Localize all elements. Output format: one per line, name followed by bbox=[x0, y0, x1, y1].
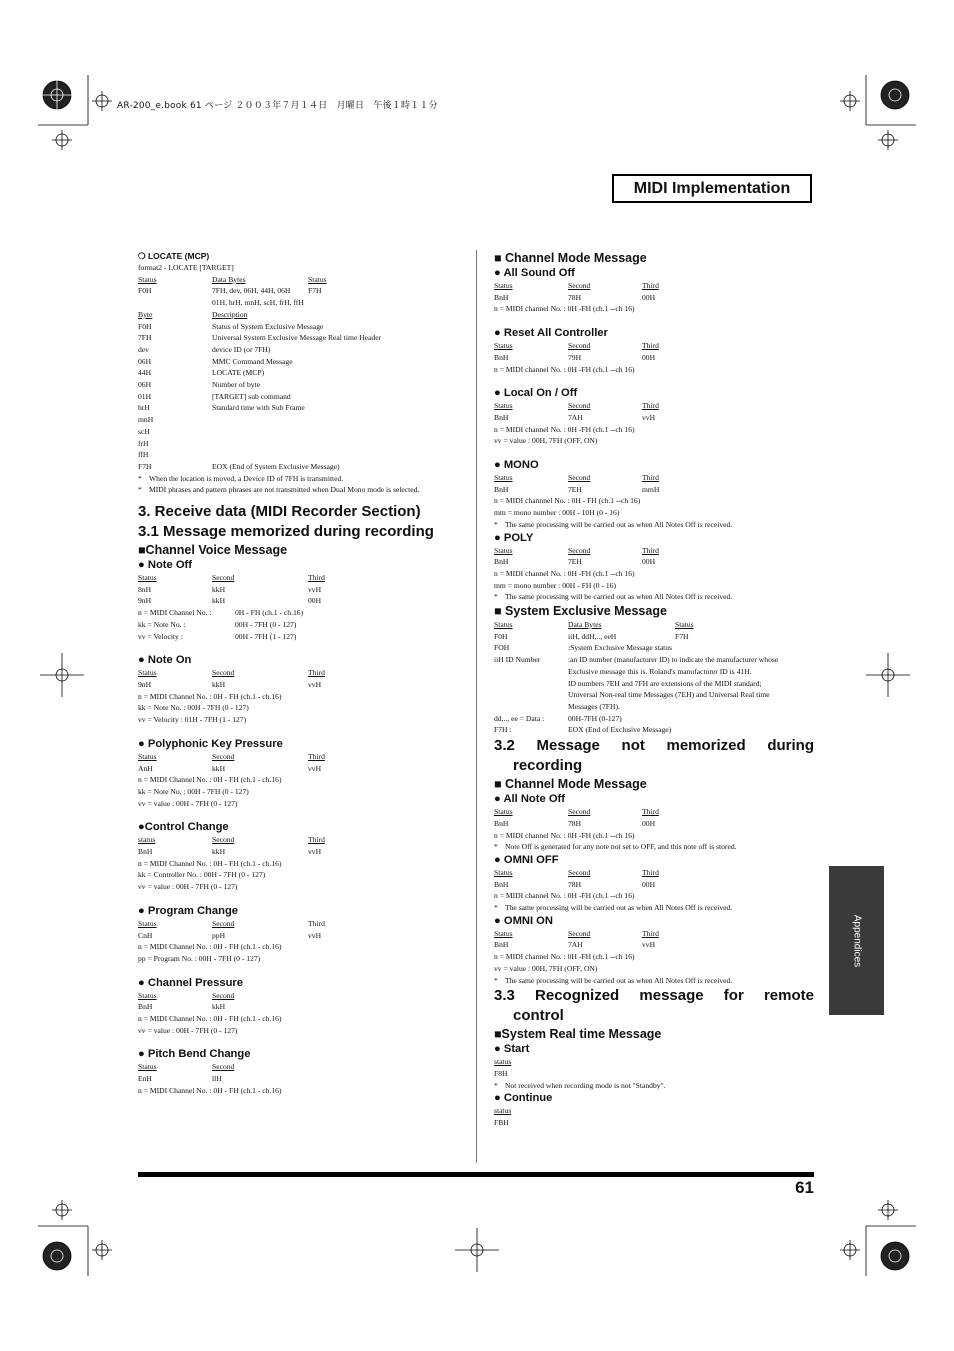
start-status-label: status bbox=[494, 1057, 512, 1067]
message-line: vv = value : 00H, 7FH (OFF, ON) bbox=[494, 436, 598, 446]
sysex-header-row: Status Data Bytes Status bbox=[494, 620, 694, 630]
message-heading: ● Pitch Bend Change bbox=[138, 1048, 251, 1061]
block-note-on bbox=[138, 653, 458, 726]
message-line: vv = Velocity : 01H - 7FH (1 - 127) bbox=[138, 715, 247, 725]
message-header-row: Status Second Third bbox=[138, 918, 325, 928]
right-column bbox=[494, 250, 814, 1129]
message-row: 8nH kkH vvH bbox=[138, 584, 322, 594]
sysex-def-row: ID numbers 7EH and 7FH are extensions of the MIDI standard; bbox=[568, 678, 762, 688]
message-line: n = MIDI channel No. : 0H -FH (ch.1 --ch 16) bbox=[494, 304, 635, 314]
page-title: MIDI Implementation bbox=[612, 174, 812, 203]
message-note: * The same processing will be carried out as when All Notes Off is received. bbox=[494, 903, 733, 913]
message-heading: ● Channel Pressure bbox=[138, 976, 243, 989]
message-row: BnH 7AH vvH bbox=[494, 940, 656, 950]
message-note: * The same processing will be carried out as when All Notes Off is received. bbox=[494, 519, 733, 529]
locate-byte-list bbox=[138, 321, 458, 473]
message-header-row: Status Second bbox=[138, 990, 235, 1000]
message-heading: ● Polyphonic Key Pressure bbox=[138, 737, 283, 750]
locate-byte-row: 44H LOCATE (MCP) bbox=[138, 368, 265, 378]
message-line: n = MIDI Channel No. : 0H - FH (ch.1 - ch.16) bbox=[138, 775, 282, 785]
message-row: CnH ppH vvH bbox=[138, 930, 322, 940]
block-reset-all-controller bbox=[494, 326, 814, 375]
message-row: BnH 79H 00H bbox=[494, 352, 656, 362]
message-line: n = MIDI channel No. : 0H -FH (ch.1 --ch 16) bbox=[494, 364, 635, 374]
channel-voice-heading: ■Channel Voice Message bbox=[138, 543, 288, 558]
message-line: vv = value : 00H - 7FH (0 - 127) bbox=[138, 882, 238, 892]
continue-status-value: FBH bbox=[494, 1118, 509, 1128]
message-heading: ● Note On bbox=[138, 654, 192, 667]
locate-heading: ❍ LOCATE (MCP) bbox=[138, 251, 210, 261]
message-header-row: Status Second Third bbox=[494, 281, 659, 290]
message-heading: ● OMNI ON bbox=[494, 914, 553, 927]
sysex-definitions bbox=[494, 642, 814, 736]
message-header-row: Status Second Third bbox=[494, 807, 659, 817]
block-omni-off bbox=[494, 853, 814, 914]
message-row: BnH 78H 00H bbox=[494, 879, 656, 889]
message-header-row: Status Second Third bbox=[494, 928, 659, 938]
message-row: BnH kkH vvH bbox=[138, 847, 322, 857]
sysex-def-row: Exclusive message this is. Roland's manufacturer ID is 41H. bbox=[568, 666, 752, 676]
start-status-value: F8H bbox=[494, 1068, 508, 1078]
column-divider bbox=[476, 250, 477, 1163]
locate-desc-header: Byte Description bbox=[138, 309, 248, 319]
message-line: n = MIDI Channel No. : 0H - FH (ch.1 - ch.16) bbox=[138, 1014, 282, 1024]
locate-byte-row: 06H MMC Command Message bbox=[138, 356, 293, 366]
channel-mode-heading-2: ■ Channel Mode Message bbox=[494, 777, 647, 792]
appendices-tab: Appendices bbox=[829, 866, 884, 1015]
message-line: mm = mono number : 00H - FH (0 - 16) bbox=[494, 580, 616, 590]
locate-note-1: * When the location is moved, a Device ID of 7FH is transmitted. bbox=[138, 473, 344, 483]
block-all-note-off bbox=[494, 792, 814, 853]
locate-format: format2 - LOCATE [TARGET] bbox=[138, 263, 234, 272]
message-header-row: Status Second Third bbox=[494, 341, 659, 351]
message-line: n = MIDI channel No. : 0H -FH (ch.1 --ch 16) bbox=[494, 952, 635, 962]
locate-byte-row: scH bbox=[138, 426, 150, 436]
locate-row: F0H 7FH, dev, 06H, 44H, 06H F7H bbox=[138, 286, 322, 296]
locate-header-row: Status Data Bytes Status bbox=[138, 274, 327, 284]
channel-mode-heading: ■ Channel Mode Message bbox=[494, 251, 647, 265]
section-3-2-title-cont: recording bbox=[513, 757, 583, 775]
message-note: * Note Off is generated for any note not set to OFF, and this note off is stored. bbox=[494, 842, 737, 852]
locate-byte-row: ffH bbox=[138, 450, 149, 460]
message-line: mm = mono number : 00H - 10H (0 - 16) bbox=[494, 508, 620, 518]
start-heading: ● Start bbox=[494, 1043, 530, 1056]
message-heading: ● All Sound Off bbox=[494, 267, 575, 279]
page-number: 61 bbox=[795, 1178, 814, 1197]
locate-byte-row: F7H EOX (End of System Exclusive Message) bbox=[138, 461, 340, 471]
message-line: n = MIDI Channel No. : 0H - FH (ch.1 - ch.16) bbox=[138, 691, 282, 701]
sysex-row: F0H iiH, ddH,.., eeH F7H bbox=[494, 631, 689, 641]
locate-row-2: 01H, hrH, mnH, scH, frH, ffH bbox=[212, 298, 304, 308]
system-realtime-heading: ■System Real time Message bbox=[494, 1027, 662, 1042]
message-heading: ● Note Off bbox=[138, 559, 192, 572]
sysex-def-row: Universal Non-real time Messages (7EH) and Universal Real time bbox=[568, 690, 770, 700]
locate-byte-row: mnH bbox=[138, 415, 154, 425]
message-row: BnH 7EH mmH bbox=[494, 484, 660, 494]
message-line: kk = Note No. : 00H - 7FH (0 - 127) bbox=[138, 786, 249, 796]
sysex-def-row: iiH ID Number :an ID number (manufacturer ID) to indicate the manufacturer whose bbox=[494, 655, 779, 665]
block-poly bbox=[494, 531, 814, 604]
message-line: kk = Note No. : 00H - 7FH (0 - 127) bbox=[138, 703, 249, 713]
block-local-on-off bbox=[494, 386, 814, 447]
message-line: n = MIDI Channel No. : 0H - FH (ch.1 - ch.16) bbox=[138, 942, 282, 952]
locate-byte-row: 06H Number of byte bbox=[138, 380, 261, 390]
sysex-def-row: F7H : EOX (End of Exclusive Message) bbox=[494, 725, 672, 735]
message-heading: ● Local On / Off bbox=[494, 387, 578, 400]
message-line: vv = value : 00H - 7FH (0 - 127) bbox=[138, 1025, 238, 1035]
message-header-row: Status Second Third bbox=[494, 867, 659, 877]
message-heading: ● MONO bbox=[494, 459, 539, 472]
message-row: BnH 7EH 00H bbox=[494, 557, 656, 567]
locate-note-2: * MIDI phrases and pattern phrases are not transmitted when Dual Mono mode is selected. bbox=[138, 485, 420, 495]
message-line: vv = value : 00H, 7FH (OFF, ON) bbox=[494, 963, 598, 973]
message-line: n = MIDI channnel No. : 0H - FH (ch.1 --ch 16) bbox=[494, 496, 641, 506]
block-pitch-bend bbox=[138, 1047, 458, 1096]
message-header-row: Status Second Third bbox=[138, 751, 325, 761]
locate-byte-row: 01H [TARGET] sub command bbox=[138, 391, 291, 401]
continue-heading: ● Continue bbox=[494, 1092, 553, 1105]
message-line: n = MIDI Channel No. : 0H - FH (ch.1 - ch.16) bbox=[138, 858, 282, 868]
message-heading: ●Control Change bbox=[138, 821, 229, 834]
block-all-sound-off bbox=[494, 266, 814, 315]
message-header-row: Status Second Third bbox=[138, 573, 325, 583]
section-3-2-title: 3.2 Message not memorized during bbox=[494, 737, 814, 755]
locate-byte-row: frH bbox=[138, 438, 149, 448]
message-row: BnH 78H 00H bbox=[494, 292, 656, 302]
left-column bbox=[138, 250, 458, 1097]
message-header-row: Status Second Third bbox=[138, 668, 325, 678]
locate-byte-row: hrH Standard time with Sub Frame bbox=[138, 403, 305, 413]
start-note: * Not received when recording mode is not "Standby". bbox=[494, 1080, 666, 1090]
sysex-heading: ■ System Exclusive Message bbox=[494, 604, 667, 619]
block-control-change bbox=[138, 820, 458, 893]
message-line: n = MIDI Channel No. : 0H - FH (ch.1 - ch.16) bbox=[138, 608, 304, 618]
sysex-def-row: Messages (7FH). bbox=[568, 701, 620, 711]
message-line: kk = Note No. : 00H - 7FH (0 - 127) bbox=[138, 619, 297, 629]
continue-status-label: status bbox=[494, 1106, 512, 1116]
message-line: vv = value : 00H - 7FH (0 - 127) bbox=[138, 798, 238, 808]
message-row: BnH 7AH vvH bbox=[494, 412, 656, 422]
block-channel-pressure bbox=[138, 976, 458, 1037]
message-row: BnH kkH bbox=[138, 1002, 226, 1012]
message-note: * The same processing will be carried out as when All Notes Off is received. bbox=[494, 975, 733, 985]
section-3-1-title: 3.1 Message memorized during recording bbox=[138, 523, 434, 541]
message-header-row: Status Second Third bbox=[494, 473, 659, 483]
message-line: n = MIDI Channel No. : 0H - FH (ch.1 - ch.16) bbox=[138, 1085, 282, 1095]
file-header: AR-200_e.book 61 ページ ２００３年７月１４日 月曜日 午後１時１１分 bbox=[117, 101, 438, 111]
footer-rule bbox=[138, 1172, 814, 1177]
message-row: 9nH kkH 00H bbox=[138, 596, 322, 606]
message-row: EnH llH bbox=[138, 1074, 222, 1084]
message-line: n = MIDI channel No. : 0H -FH (ch.1 --ch 16) bbox=[494, 424, 635, 434]
message-row: BnH 78H 00H bbox=[494, 818, 656, 828]
message-heading: ● OMNI OFF bbox=[494, 853, 559, 866]
block-program-change bbox=[138, 904, 458, 965]
message-header-row: Status Second bbox=[138, 1062, 235, 1072]
section-3-title: 3. Receive data (MIDI Recorder Section) bbox=[138, 503, 421, 521]
message-row: 9nH kkH vvH bbox=[138, 679, 322, 689]
locate-byte-row: dev device ID (or 7FH) bbox=[138, 344, 271, 354]
block-mono bbox=[494, 458, 814, 531]
message-line: pp = Program No. : 00H - 7FH (0 - 127) bbox=[138, 953, 261, 963]
section-3-3-title: 3.3 Recognized message for remote bbox=[494, 987, 814, 1005]
block-note-off bbox=[138, 558, 458, 642]
message-heading: ● Reset All Controller bbox=[494, 327, 608, 340]
message-row: AnH kkH vvH bbox=[138, 763, 322, 773]
message-line: vv = Velocity : 00H - 7FH (1 - 127) bbox=[138, 631, 297, 641]
locate-byte-row: 7FH Universal System Exclusive Message Real time Header bbox=[138, 333, 382, 343]
sysex-def-row: FOH :System Exclusive Message status bbox=[494, 643, 672, 653]
message-line: n = MIDI channel No. : 0H -FH (ch.1 --ch 16) bbox=[494, 891, 635, 901]
block-poly-pressure bbox=[138, 737, 458, 810]
message-heading: ● Program Change bbox=[138, 904, 239, 917]
message-header-row: status Second Third bbox=[138, 835, 325, 845]
message-line: n = MIDI channel No. : 0H -FH (ch.1 --ch 16) bbox=[494, 830, 635, 840]
message-heading: ● All Note Off bbox=[494, 793, 565, 806]
block-omni-on bbox=[494, 914, 814, 987]
message-line: n = MIDI channel No. : 0H -FH (ch.1 --ch 16) bbox=[494, 568, 635, 578]
locate-byte-row: F0H Status of System Exclusive Message bbox=[138, 321, 324, 331]
message-line: kk = Controller No. : 00H - 7FH (0 - 127) bbox=[138, 870, 266, 880]
message-heading: ● POLY bbox=[494, 531, 534, 544]
message-header-row: Status Second Third bbox=[494, 401, 659, 411]
sysex-def-row: dd,.., ee = Data : 00H-7FH (0-127) bbox=[494, 713, 622, 723]
section-3-3-title-cont: control bbox=[513, 1007, 564, 1025]
message-header-row: Status Second Third bbox=[494, 545, 659, 555]
message-note: * The same processing will be carried out as when All Notes Off is received. bbox=[494, 592, 733, 602]
